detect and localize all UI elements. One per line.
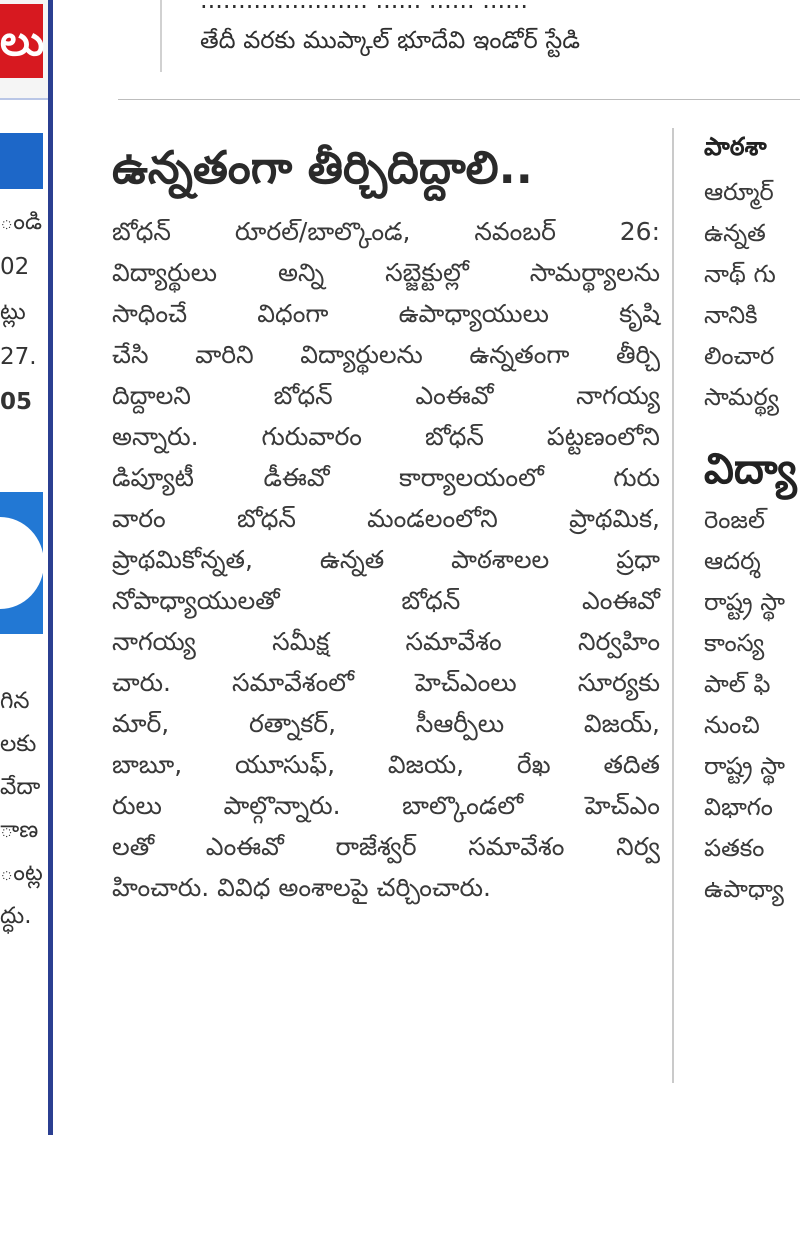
article-line: చేసి వారిని విద్యార్థులను ఉన్నతంగా తీర్చి	[112, 340, 660, 369]
article-line: వారం బోధన్ మండలంలోని ప్రాథమిక,	[112, 504, 660, 533]
left-line: 02	[0, 254, 30, 280]
left-line: లకు	[0, 731, 37, 757]
left-blue-block	[0, 133, 43, 189]
left-text-lines-2	[0, 680, 48, 938]
article-headline: ఉన్నతంగా తీర్చిదిద్దాలి..	[112, 141, 533, 194]
article-line: రులు పాల్గొన్నారు. బాల్కొండలో హెచ్ఎం	[112, 791, 660, 820]
article-line: నాగయ్య సమీక్ష సమావేశం నిర్వహిం	[112, 627, 660, 656]
right-line: నానికి	[704, 301, 758, 329]
article-line: లతో ఎంఈవో రాజేశ్వర్ సమావేశం నిర్వ	[112, 832, 660, 861]
article-line: దిద్దాలని బోధన్ ఎంఈవో నాగయ్య	[112, 381, 660, 410]
right-line: నుంచి	[704, 711, 760, 739]
article-line: బోధన్ రూరల్/బాల్కొండ, నవంబర్ 26:	[112, 217, 660, 246]
left-line: ద్ధు.	[0, 903, 32, 929]
right-line: కాంస్య	[704, 629, 765, 657]
left-line: గిన	[0, 688, 30, 714]
article-line: నోపాధ్యాయులతో బోధన్ ఎంఈవో	[112, 586, 660, 615]
article-line: హించారు. వివిధ అంశాలపై చర్చించారు.	[112, 873, 491, 902]
left-line: వేదా	[0, 774, 41, 800]
article-line: బాబూ, యూసుఫ్, విజయ, రేఖ తదిత	[112, 750, 660, 779]
left-line: ంట్ల	[0, 860, 43, 886]
right-article-body-2	[704, 500, 800, 910]
article-line: విద్యార్థులు అన్ని సబ్జెక్టుల్లో సామర్థ్యాలను	[112, 258, 660, 287]
right-line: ఉన్నత	[704, 219, 766, 247]
left-line: ండి	[0, 209, 42, 235]
right-article-title-2: విద్యా	[704, 444, 797, 493]
article-line: అన్నారు. గురువారం బోధన్ పట్టణంలోని	[112, 422, 660, 451]
article-line: డిప్యూటీ డీఈవో కార్యాలయంలో గురు	[112, 463, 660, 492]
right-line: ఉపాధ్యా	[704, 875, 784, 903]
right-line: రాష్ట్ర స్థా	[704, 588, 785, 616]
top-line-1: ...................... ...... ...... ......	[200, 0, 529, 14]
right-line: సామర్థ్య	[704, 383, 779, 411]
right-line: పాల్ ఫి	[704, 670, 771, 698]
article-body	[112, 211, 660, 908]
left-line: ాణ	[0, 817, 39, 843]
newspaper-logo: లు	[0, 4, 43, 78]
right-line: ఆదర్శ	[704, 547, 761, 575]
left-image-shape	[0, 517, 43, 609]
left-image	[0, 492, 43, 634]
right-line: పతకం	[704, 834, 765, 862]
right-article-body	[704, 172, 800, 418]
right-line: రెంజల్	[704, 506, 765, 534]
left-header	[0, 0, 48, 100]
left-column	[0, 0, 53, 1135]
left-line: 27.	[0, 344, 37, 370]
top-divider	[118, 99, 800, 100]
left-line: 05	[0, 389, 33, 415]
right-line: ఆర్మూర్	[704, 178, 774, 206]
top-article-continuation	[160, 0, 800, 72]
article-line: ప్రాథమికోన్నత, ఉన్నత పాఠశాలల ప్రధా	[112, 545, 660, 574]
right-line: రాష్ట్ర స్థా	[704, 752, 785, 780]
right-line: విభాగం	[704, 793, 773, 821]
top-line-2: తేదీ వరకు ముప్కాల్ భూదేవి ఇండోర్ స్టేడి	[200, 26, 580, 54]
main-article	[112, 125, 660, 902]
article-line: చారు. సమావేశంలో హెచ్ఎంలు సూర్యకు	[112, 668, 660, 697]
right-column	[704, 128, 800, 910]
article-line: మార్, రత్నాకర్, సీఆర్పీలు విజయ్,	[112, 709, 660, 738]
left-text-lines	[0, 200, 48, 425]
right-line: లించార	[704, 342, 775, 370]
left-line: ట్లు	[0, 299, 26, 325]
right-line: నాథ్ గు	[704, 260, 776, 288]
article-line: సాధించే విధంగా ఉపాధ్యాయులు కృషి	[112, 299, 660, 328]
column-divider	[672, 128, 674, 1083]
right-article-title: పాఠశా	[704, 132, 767, 161]
